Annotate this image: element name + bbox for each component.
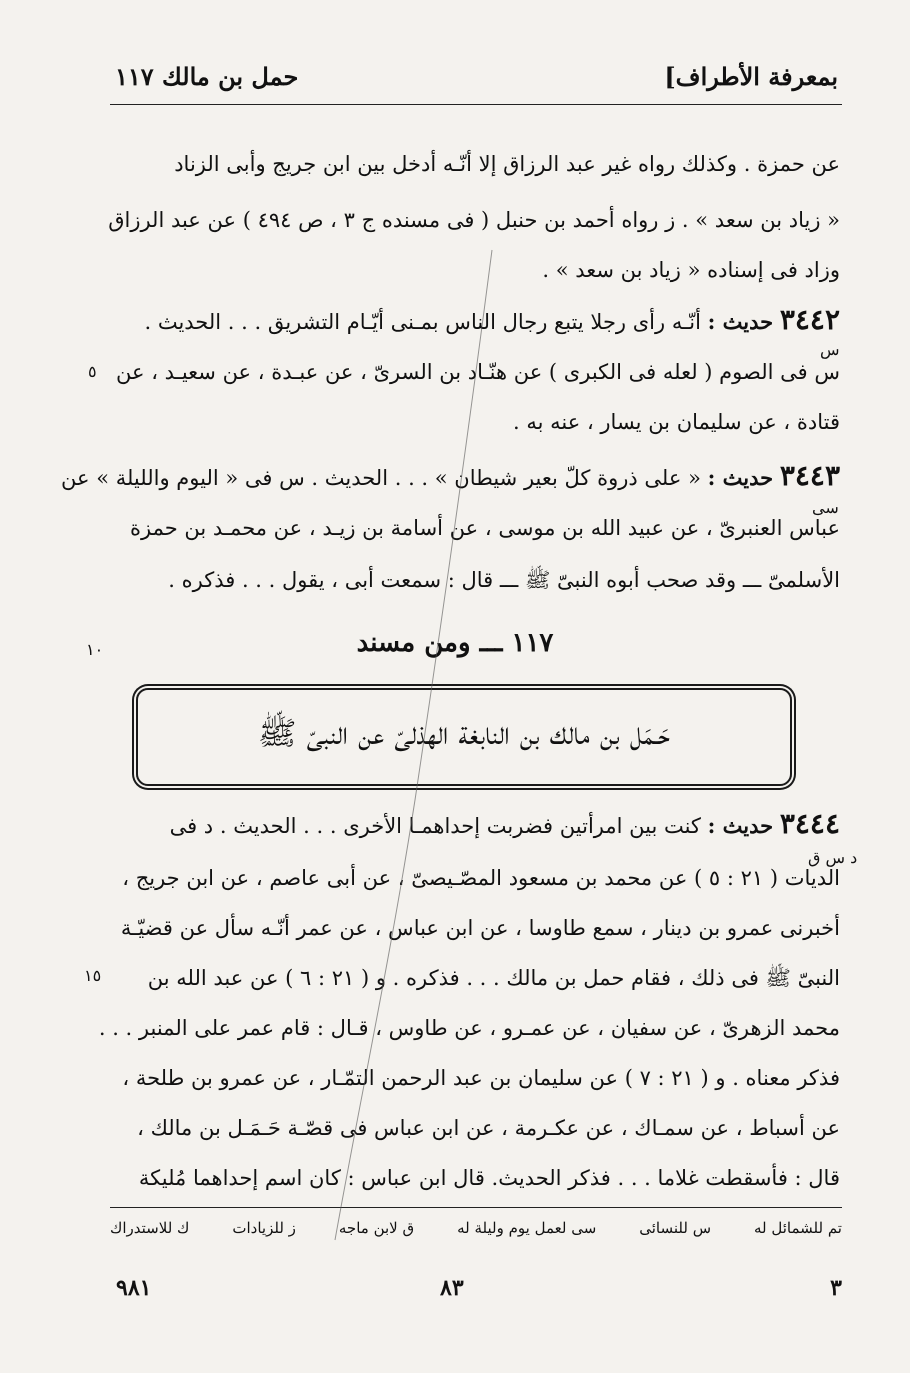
hadith-text: أنّـه رأى رجلا يتبع رجال الناس بمـنى أيّـام التشريق . . . الحديث . (144, 310, 701, 334)
running-header-right: بمعرفة الأطراف] (664, 62, 838, 91)
margin-symbol: سى (812, 498, 839, 517)
text-line: الأسلمىّ ـــ وقد صحب أبوه النبىّ ﷺ ـــ قال : سمعت أبى ، يقول . . . فذكره . (168, 568, 840, 592)
text-line: عن أسباط ، عن سمـاك ، عن عكـرمة ، عن ابن عباس فى قصّـة حَـمَـل بن مالك ، (137, 1116, 840, 1140)
line-number: ١٠ (86, 640, 104, 659)
hadith-number: ٣٤٤٣ (779, 459, 840, 492)
text-line: وزاد فى إسناده « زياد بن سعد » . (542, 258, 840, 282)
abbreviation-legend (110, 1219, 842, 1237)
footer-left-number: ٩٨١ (116, 1275, 152, 1301)
text-line: عباس العنبرىّ ، عن عبيد الله بن موسى ، عن أسامة بن زيـد ، عن محمـد بن حمزة (129, 516, 840, 540)
hadith-label: حديث : (707, 465, 774, 490)
margin-symbol: س (820, 340, 840, 359)
footer-page-number: ٨٣ (440, 1275, 464, 1301)
footer-volume-number: ٣ (830, 1275, 842, 1301)
hadith-number: ٣٤٤٤ (779, 807, 840, 840)
hadith-number: ٣٤٤٢ (779, 303, 840, 336)
legend-item: سى لعمل يوم وليلة له (457, 1219, 597, 1237)
hadith-label: حديث : (707, 813, 774, 838)
line-number: ٥ (88, 362, 97, 381)
hadith-3443 (61, 454, 840, 498)
hadith-label: حديث : (707, 309, 774, 334)
musnad-title-box (136, 688, 792, 786)
text-line: النبىّ ﷺ فى ذلك ، فقام حمل بن مالك . . . فذكره . و ( ٢١ : ٦ ) عن عبد الله بن (147, 966, 840, 990)
musnad-title: حَـمَل بن مالك بن النابغة الهذلىّ عن النبىّ ﷺ (257, 714, 671, 752)
hadith-3444 (170, 802, 840, 846)
text-line: قال : فأسقطت غلاما . . . فذكر الحديث. قال ابن عباس : كان اسم إحداهما مُليكة (138, 1166, 840, 1190)
text-line: س فى الصوم ( لعله فى الكبرى ) عن هنّـاد بن السرىّ ، عن عبـدة ، عن سعيـد ، عن (116, 360, 840, 384)
section-title: ١١٧ ـــ ومن مسند (356, 628, 554, 658)
hadith-3442 (144, 298, 840, 342)
text-line: قتادة ، عن سليمان بن يسار ، عنه به . (513, 410, 840, 434)
text-line: الديات ( ٢١ : ٥ ) عن محمد بن مسعود المصّـيصىّ ، عن أبى عاصم ، عن ابن جريج ، (122, 866, 840, 890)
footnote-rule (110, 1207, 842, 1208)
text-line: فذكر معناه . و ( ٢١ : ٧ ) عن سليمان بن عبد الرحمن التمّـار ، عن عمرو بن طلحة ، (122, 1066, 840, 1090)
legend-item: س للنسائى (639, 1219, 712, 1237)
header-rule (110, 104, 842, 105)
text-line: « زياد بن سعد » . ز رواه أحمد بن حنبل ( فى مسنده ج ٣ ، ص ٤٩٤ ) عن عبد الرزاق (108, 208, 840, 232)
margin-symbol: د س ق (808, 848, 858, 867)
legend-item: ق لابن ماجه (338, 1219, 415, 1237)
running-header-left: حمل بن مالك ١١٧ (115, 62, 299, 91)
legend-item: تم للشمائل له (753, 1219, 842, 1237)
legend-item: ز للزيادات (232, 1219, 296, 1237)
legend-item: ك للاستدراك (110, 1219, 190, 1237)
line-number: ١٥ (84, 966, 102, 985)
hadith-text: « على ذروة كلّ بعير شيطان » . . . الحديث . س فى « اليوم والليلة » عن (61, 466, 701, 490)
text-line: محمد الزهرىّ ، عن سفيان ، عن عمـرو ، عن طاوس ، قـال : قام عمر على المنبر . . . (98, 1016, 840, 1040)
hadith-text: كنت بين امرأتين فضربت إحداهمـا الأخرى . . . الحديث . د فى (169, 814, 701, 838)
text-line: عن حمزة . وكذلك رواه غير عبد الرزاق إلا أنّـه أدخل بين ابن جريج وأبى الزناد (174, 152, 840, 176)
text-line: أخبرنى عمرو بن دينار ، سمع طاوسا ، عن ابن عباس ، عن عمر أنّـه سأل عن قضيّـة (120, 916, 840, 940)
